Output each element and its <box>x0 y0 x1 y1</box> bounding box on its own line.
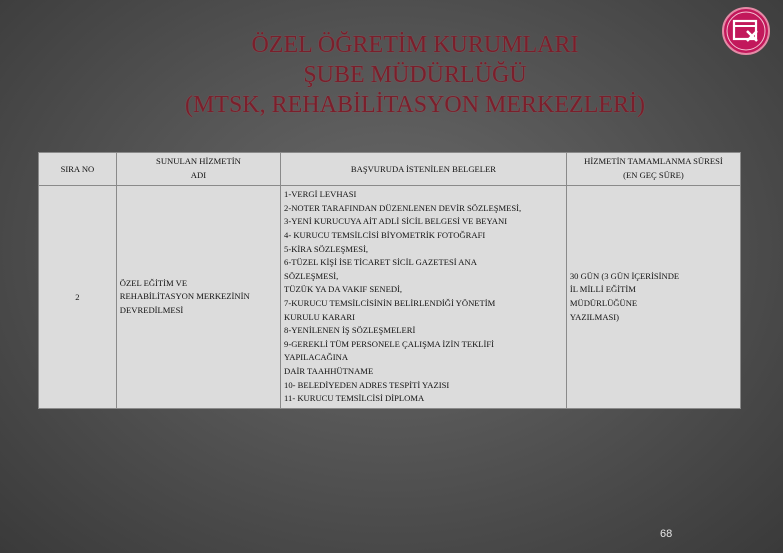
table-row <box>39 186 741 409</box>
header-hizmet-adi-line-1: SUNULAN HİZMETİN <box>156 156 241 167</box>
services-table <box>38 152 741 409</box>
header-sure-line-1: HİZMETİN TAMAMLANMA SÜRESİ <box>584 156 723 167</box>
header-sure-line-2: (EN GEÇ SÜRE) <box>623 170 684 180</box>
cell-sure <box>566 186 740 409</box>
cell-belgeler <box>281 186 567 409</box>
belge-item: DAİR TAAHHÜTNAME <box>284 365 374 376</box>
title-line-3: (MTSK, REHABİLİTASYON MERKEZLERİ) <box>184 92 646 118</box>
belge-item: KURULU KARARI <box>284 311 355 322</box>
hizmet-adi-line: DEVREDİLMESİ <box>119 304 184 315</box>
cell-sira-no: 2 <box>39 186 117 409</box>
window-close-icon <box>721 6 771 56</box>
title-line-1: ÖZEL ÖĞRETİM KURUMLARI <box>251 32 579 58</box>
belge-item: 7-KURUCU TEMSİLCİSİNİN BELİRLENDİĞİ YÖNETİM <box>284 298 496 308</box>
header-hizmet-adi-line-2: ADI <box>190 170 207 180</box>
belge-item: 10- BELEDİYEDEN ADRES TESPİTİ YAZISI <box>284 379 450 390</box>
hizmet-adi-line: REHABİLİTASYON MERKEZİNİN <box>119 291 250 302</box>
belge-item: 1-VERGİ LEVHASI <box>284 189 357 200</box>
belge-item: 4- KURUCU TEMSİLCİSİ BİYOMETRİK FOTOĞRAFI <box>284 230 486 241</box>
header-belgeler: BAŞVURUDA İSTENİLEN BELGELER <box>281 153 567 186</box>
belge-item: 9-GEREKLİ TÜM PERSONELE ÇALIŞMA İZİN TEKLİFİ <box>284 338 495 349</box>
belge-item: 6-TÜZEL KİŞİ İSE TİCARET SİCİL GAZETESİ ANA <box>284 257 477 268</box>
table-header-row <box>39 153 741 186</box>
page-number: 68 <box>660 528 673 540</box>
belge-item: 5-KİRA SÖZLEŞMESİ, <box>284 243 369 254</box>
belge-item: TÜZÜK YA DA VAKIF SENEDİ, <box>284 284 403 295</box>
belge-item: 11- KURUCU TEMSİLCİSİ DİPLOMA <box>284 393 425 404</box>
header-sure <box>566 153 740 186</box>
sure-line: MÜDÜRLÜĞÜNE <box>569 298 638 308</box>
hizmet-adi-line: ÖZEL EĞİTİM VE <box>119 277 188 288</box>
page-title <box>90 30 740 120</box>
sure-line: 30 GÜN (3 GÜN İÇERİSİNDE <box>569 270 680 281</box>
belge-item: 2-NOTER TARAFINDAN DÜZENLENEN DEVİR SÖZLEŞMESİ, <box>284 202 522 213</box>
header-hizmet-adi <box>116 153 280 186</box>
belge-item: YAPILACAĞINA <box>284 352 349 363</box>
title-line-2: ŞUBE MÜDÜRLÜĞÜ <box>303 62 527 88</box>
belge-item: 3-YENİ KURUCUYA AİT ADLİ SİCİL BELGESİ VE BEYANI <box>284 216 508 227</box>
sure-line: YAZILMASI) <box>569 311 620 322</box>
cell-hizmet-adi <box>116 186 280 409</box>
sure-line: İL MİLLİ EĞİTİM <box>569 284 636 295</box>
belge-item: SÖZLEŞMESİ, <box>284 270 339 281</box>
belge-item: 8-YENİLENEN İŞ SÖZLEŞMELERİ <box>284 325 416 336</box>
header-sira-no: SIRA NO <box>39 153 117 186</box>
